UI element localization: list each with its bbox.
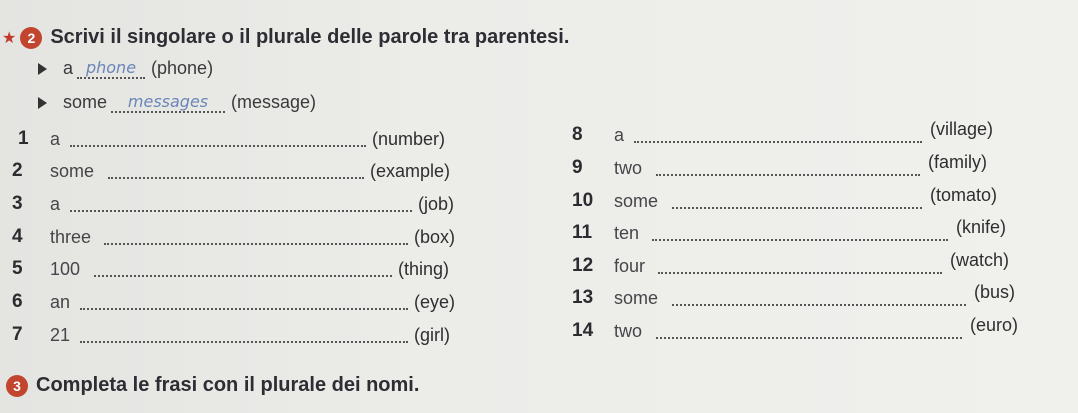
exercise-instruction: Scrivi il singolare o il plurale delle parole tra parentesi. xyxy=(50,26,570,48)
item-number: 7 xyxy=(12,324,23,345)
item-number: 13 xyxy=(572,287,594,308)
exercise-item xyxy=(0,315,1078,344)
item-number: 8 xyxy=(572,124,583,145)
item-number: 9 xyxy=(572,157,583,178)
exercise-number-badge: 2 xyxy=(20,27,42,49)
answer-blank[interactable] xyxy=(656,337,962,339)
exercise-number-badge: 3 xyxy=(6,375,28,397)
item-number: 2 xyxy=(12,160,23,181)
item-word: some xyxy=(614,288,659,308)
answer-blank[interactable] xyxy=(658,272,942,274)
exercise-item xyxy=(0,217,1078,246)
exercise-item xyxy=(0,185,1078,214)
item-number: 4 xyxy=(12,226,23,247)
item-hint: (village) xyxy=(930,119,994,139)
answer-blank[interactable] xyxy=(672,304,966,306)
exercise-item xyxy=(0,250,1078,279)
item-word: four xyxy=(614,256,646,276)
item-hint: (euro) xyxy=(970,315,1019,335)
item-word: three xyxy=(50,227,92,247)
item-word: two xyxy=(614,158,643,178)
item-hint: (girl) xyxy=(414,325,450,345)
play-triangle-icon xyxy=(38,97,47,109)
answer-blank[interactable] xyxy=(656,174,920,176)
item-hint: (tomato) xyxy=(930,185,998,205)
item-hint: (example) xyxy=(370,161,451,181)
exercise-item xyxy=(0,119,1078,148)
item-number: 3 xyxy=(12,193,23,214)
answer-blank[interactable] xyxy=(672,207,922,209)
answer-blank[interactable] xyxy=(634,141,922,143)
item-word: a xyxy=(50,194,61,214)
item-word: some xyxy=(50,161,95,181)
item-number: 11 xyxy=(572,222,593,243)
answer-blank[interactable] xyxy=(652,239,948,241)
item-word: 21 xyxy=(50,325,71,345)
example-row xyxy=(38,92,316,113)
item-number: 5 xyxy=(12,258,23,279)
item-hint: (number) xyxy=(372,129,446,149)
example-answer: messages xyxy=(111,92,225,113)
item-hint: (thing) xyxy=(398,259,450,279)
item-number: 10 xyxy=(572,190,594,211)
play-triangle-icon xyxy=(38,63,47,75)
item-number: 12 xyxy=(572,255,594,276)
example-hint: (message) xyxy=(231,92,317,112)
exercise-3-heading xyxy=(6,374,419,397)
item-word: some xyxy=(614,191,659,211)
example-answer: phone xyxy=(77,58,145,79)
example-row xyxy=(38,58,213,79)
example-prefix: some xyxy=(63,92,108,112)
item-number: 1 xyxy=(18,128,29,149)
item-hint: (eye) xyxy=(414,292,456,312)
exercise-2-heading xyxy=(2,26,569,49)
item-number: 6 xyxy=(12,291,23,312)
item-hint: (job) xyxy=(418,194,455,214)
item-word: two xyxy=(614,321,643,341)
item-word: 100 xyxy=(50,259,81,279)
item-hint: (knife) xyxy=(956,217,1007,237)
item-hint: (family) xyxy=(928,152,987,172)
item-word: an xyxy=(50,292,71,312)
exercise-item xyxy=(0,152,1078,181)
item-word: ten xyxy=(614,223,640,243)
item-number: 14 xyxy=(572,320,594,341)
exercise-item xyxy=(0,282,1078,311)
example-hint: (phone) xyxy=(151,58,214,78)
star-icon: ★ xyxy=(2,29,17,47)
item-hint: (box) xyxy=(414,227,456,247)
item-word: a xyxy=(614,125,625,145)
item-word: a xyxy=(50,129,61,149)
example-prefix: a xyxy=(63,58,74,78)
exercise-instruction: Completa le frasi con il plurale dei nomi. xyxy=(36,374,420,396)
item-hint: (bus) xyxy=(974,282,1016,302)
item-hint: (watch) xyxy=(950,250,1010,270)
